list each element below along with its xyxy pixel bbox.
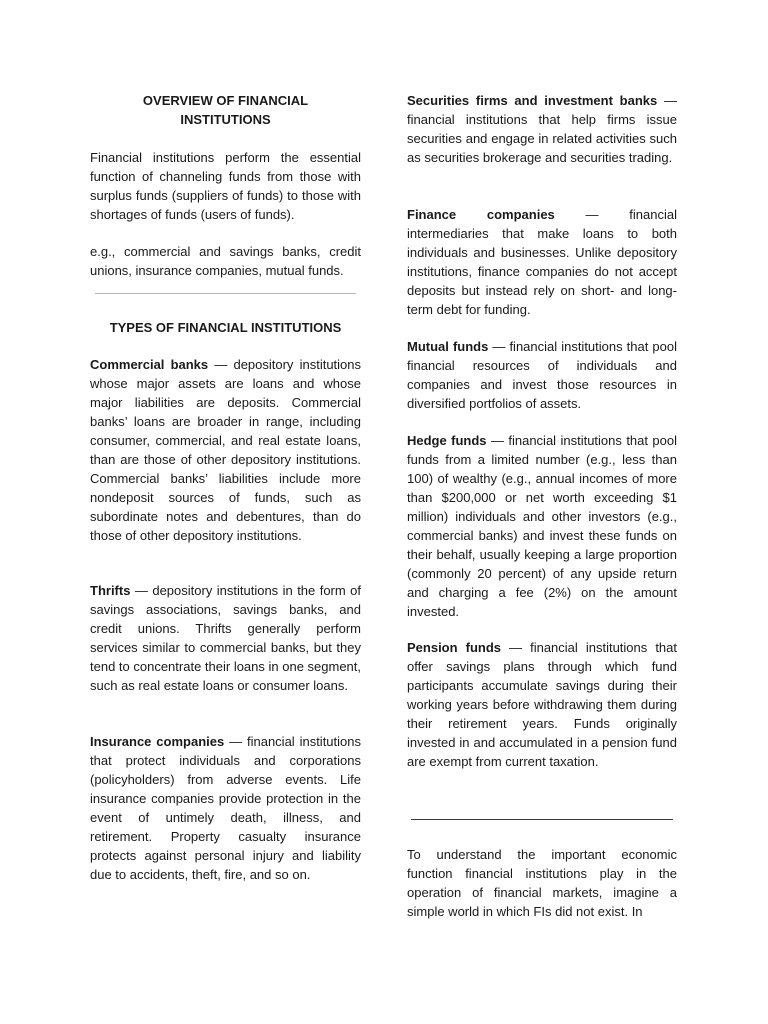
- overview-title-line-2: INSTITUTIONS: [180, 112, 271, 127]
- entry-term: Finance companies: [407, 207, 555, 222]
- entry-thrifts: [90, 581, 361, 695]
- entry-paragraph: [90, 732, 361, 884]
- entry-term: Insurance companies: [90, 734, 225, 749]
- entry-paragraph: [407, 91, 677, 167]
- entry-text: — financial institutions that help firms issue securities and engage in related activities such as securities brokerage and securities trading.: [407, 93, 677, 165]
- entry-text: — financial intermediaries that make loans to both individuals and businesses. Unlike depository institutions, finance companies do not accept deposits but instead rely on short- and long-term debt for funding.: [407, 207, 677, 317]
- examples-paragraph: [90, 242, 361, 280]
- entry-text: — depository institutions whose major assets are loans and whose major liabilities are deposits. Commercial banks’ loans are broader in range, including consumer, commercial, and real estate loans, than are those of other depository institutions. Commercial banks’ liabilities include more nondeposit sources of funds, such as subordinate notes and debentures, than do those of other depository institutions.: [90, 357, 362, 543]
- entry-term: Securities firms and investment banks: [407, 93, 658, 108]
- entry-paragraph: [407, 205, 677, 319]
- overview-title: [90, 91, 361, 129]
- types-title: [90, 318, 361, 337]
- examples-text: e.g., commercial and savings banks, credit unions, insurance companies, mutual funds.: [90, 244, 361, 278]
- types-title-text: TYPES OF FINANCIAL INSTITUTIONS: [109, 320, 342, 335]
- entry-term: Pension funds: [407, 640, 501, 655]
- intro-text: Financial institutions perform the essential function of channeling funds from those with surplus funds (suppliers of funds) to those with shortages of funds (users of funds).: [90, 150, 361, 222]
- entry-paragraph: [407, 431, 677, 621]
- entry-paragraph: [90, 355, 361, 545]
- closing-paragraph: [407, 845, 677, 921]
- entry-mutual-funds: [407, 337, 677, 413]
- entry-pension-funds: [407, 638, 677, 771]
- entry-hedge-funds: [407, 431, 677, 621]
- intro-paragraph: [90, 148, 361, 224]
- entry-term: Thrifts: [90, 583, 131, 598]
- overview-title-line-1: OVERVIEW OF FINANCIAL: [142, 93, 309, 108]
- entry-text: — financial institutions that pool funds from a limited number (e.g., less than 100) of wealthy (e.g., annual incomes of more than $200,000 or net worth exceeding $1 million) individuals and other investors (e.g., commercial banks) and invest these funds on their behalf, usually keeping a large proportion (commonly 20 percent) of any upside return and charging a fee (2%) on the amount invested.: [407, 433, 677, 619]
- entry-text: — depository institutions in the form of savings associations, savings banks, and credit unions. Thrifts generally perform services similar to commercial banks, but they tend to concentrate their loans in one segment, such as real estate loans or consumer loans.: [90, 583, 362, 693]
- entry-commercial-banks: [90, 355, 361, 545]
- section-divider: [95, 293, 356, 294]
- closing-text: To understand the important economic function financial institutions play in the operation of financial markets, imagine a simple world in which FIs did not exist. In: [407, 847, 677, 919]
- entry-term: Mutual funds: [407, 339, 489, 354]
- entry-text: — financial institutions that offer savings plans through which fund participants accumulate savings during their working years before withdrawing them during their retirement years. Funds originally invested in and accumulated in a pension fund are exempt from current taxation.: [407, 640, 677, 769]
- entry-text: — financial institutions that protect individuals and corporations (policyholders) from adverse events. Life insurance companies provide protection in the event of untimely death, illness, and retirement. Property casualty insurance protects against personal injury and liability due to accidents, theft, fire, and so on.: [90, 734, 361, 882]
- entry-paragraph: [90, 581, 361, 695]
- entry-insurance-companies: [90, 732, 361, 884]
- entry-securities-firms: [407, 91, 677, 167]
- entry-term: Commercial banks: [90, 357, 209, 372]
- entry-paragraph: [407, 337, 677, 413]
- entry-paragraph: [407, 638, 677, 771]
- entry-term: Hedge funds: [407, 433, 487, 448]
- entry-finance-companies: [407, 205, 677, 319]
- closing-divider: [411, 819, 673, 820]
- entry-text: — financial institutions that pool financial resources of individuals and companies and invest those resources in diversified portfolios of assets.: [407, 339, 677, 411]
